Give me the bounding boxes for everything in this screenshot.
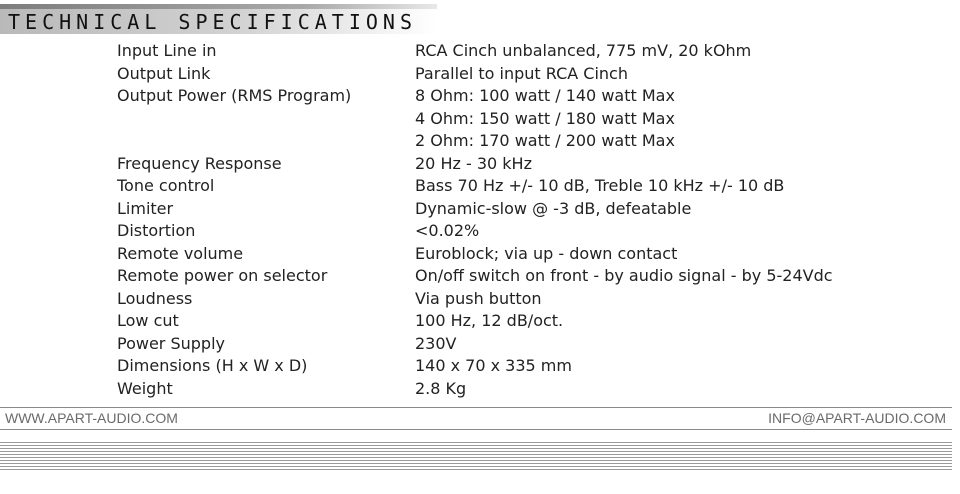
footer-divider-top — [0, 407, 952, 408]
spec-value: 140 x 70 x 335 mm — [415, 356, 572, 375]
spec-value: Dynamic-slow @ -3 dB, defeatable — [415, 198, 692, 218]
spec-label: Distortion — [117, 221, 196, 240]
footer-divider-bottom — [0, 429, 952, 430]
spec-value: 2.8 Kg — [415, 378, 467, 398]
website-link[interactable]: WWW.APART-AUDIO.COM — [5, 410, 178, 426]
title-bar — [0, 4, 437, 34]
spec-label: Low cut — [117, 311, 179, 330]
spec-value: 4 Ohm: 150 watt / 180 watt Max — [415, 108, 675, 128]
decorative-stripes — [0, 442, 952, 470]
page-title: TECHNICAL SPECIFICATIONS — [8, 10, 417, 34]
spec-label: Loudness — [117, 288, 193, 308]
spec-label: Output Power (RMS Program) — [117, 86, 352, 105]
spec-value: Euroblock; via up - down contact — [415, 243, 678, 263]
spec-label: Weight — [117, 378, 173, 398]
spec-value: <0.02% — [415, 221, 480, 240]
spec-label: Remote volume — [117, 243, 244, 263]
spec-label: Frequency Response — [117, 153, 282, 173]
title-accent-stripe — [0, 4, 437, 9]
spec-value: 230V — [415, 333, 457, 353]
spec-value: RCA Cinch unbalanced, 775 mV, 20 kOhm — [415, 41, 752, 60]
spec-label: Limiter — [117, 198, 174, 218]
spec-value: 8 Ohm: 100 watt / 140 watt Max — [415, 86, 675, 105]
spec-value: On/off switch on front - by audio signal - by 5-24Vdc — [415, 266, 833, 285]
spec-value: Via push button — [415, 288, 542, 308]
email-link[interactable]: INFO@APART-AUDIO.COM — [768, 410, 946, 426]
spec-value: 100 Hz, 12 dB/oct. — [415, 311, 564, 330]
spec-label: Power Supply — [117, 333, 225, 353]
spec-value: Parallel to input RCA Cinch — [415, 63, 628, 83]
spec-value: 2 Ohm: 170 watt / 200 watt Max — [415, 131, 675, 150]
spec-label: Output Link — [117, 63, 211, 83]
spec-label: Tone control — [117, 176, 215, 195]
spec-value: 20 Hz - 30 kHz — [415, 153, 532, 173]
spec-label: Dimensions (H x W x D) — [117, 356, 308, 375]
spec-label: Remote power on selector — [117, 266, 328, 285]
spec-value: Bass 70 Hz +/- 10 dB, Treble 10 kHz +/- 10 dB — [415, 176, 785, 195]
spec-label: Input Line in — [117, 41, 217, 60]
